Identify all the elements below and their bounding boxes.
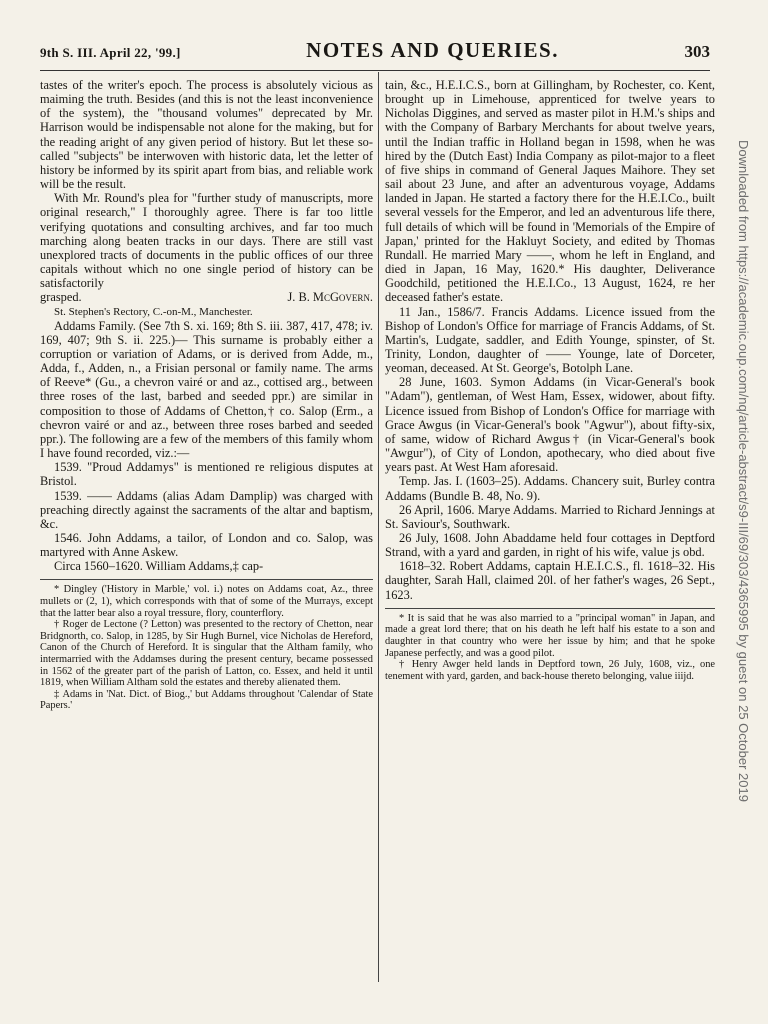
download-watermark bbox=[736, 140, 756, 1000]
paragraph-end: grasped. bbox=[40, 290, 82, 305]
column-divider bbox=[378, 72, 379, 982]
author-address: St. Stephen's Rectory, C.-on-M., Manchester. bbox=[54, 305, 253, 318]
right-column bbox=[385, 78, 715, 682]
watermark-text: Downloaded from https://academic.oup.com/nq/article-abstract/s9-III/69/303/4365995 by guest on 25 October 2019 bbox=[736, 140, 751, 802]
signature-line bbox=[40, 290, 373, 304]
page-number: 303 bbox=[684, 42, 710, 61]
footnote: * Dingley ('History in Marble,' vol. i.) notes on Addams coat, Az., three mullets or (2, 1), which corresponds with that of some of the Murrays, except that the latter bear also a royal tressure, flory, counterflory. bbox=[40, 584, 373, 619]
footnote-rule bbox=[385, 608, 715, 609]
journal-title: NOTES AND QUERIES. bbox=[306, 38, 559, 62]
paragraph: 1546. John Addams, a tailor, of London and co. Salop, was martyred with Anne Askew. bbox=[40, 531, 373, 560]
footnote: * It is said that he was also married to a "principal woman" in Japan, and made a great lord there; that on his death he left half his estate to a son and daughter in that country who were her issue by him; and that he spoke Japanese perfectly, and was a good pilot. bbox=[385, 612, 715, 659]
paragraph: tastes of the writer's epoch. The process is absolutely vicious as maiming the truth. Besides (and this is not the least inconvenience of the system), the "thousand volumes" deprecated by Mr. Harrison would be indispensable not alone for the making, but for the reading aright of any given period of history. But let these so-called "subjects" be interwoven with historic data, let the letter of history be informed by its spirit apart from bias, and reliable work will be the result. bbox=[40, 78, 373, 192]
paragraph: tain, &c., H.E.I.C.S., born at Gillingham, by Rochester, co. Kent, brought up in Limehouse, apprenticed for twelve years to Nicholas Diggines, and served as master pilot in H.M.'s ships and with the Company of Barbary Merchants for about twelve years, until the Indian traffic in Holland began in 1598, when he was hired by the (Dutch East) India Company as pilot-major to a fleet of five ships in command of General Jaques Maihore. They set sail about 23 June, and after an adventurous voyage, Addams landed in Japan. He started a factory there for the H.E.I.Co., built several vessels for the Emperor, and led an adventurous life there, full details of which will be found in 'Memorials of the Empire of Japan,' printed for the Hakluyt Society, and edited by Thomas Rundall. He married Mary ——, whom he left in England, and died in Japan, 16 May, 1620.* His daughter, Deliverance Goodchild, petitioned the H.E.I.Co., 13 August, 1624, re her deceased father's estate. bbox=[385, 78, 715, 305]
running-header bbox=[40, 38, 710, 68]
paragraph: 26 April, 1606. Marye Addams. Married to Richard Jennings at St. Saviour's, Southwark. bbox=[385, 502, 715, 531]
author-signature: J. B. McGovern. bbox=[287, 290, 373, 305]
footnote-rule bbox=[40, 579, 373, 580]
paragraph: 26 July, 1608. John Abaddame held four cottages in Deptford Strand, with a yard and garden, in right of his wife, value js obd. bbox=[385, 531, 715, 560]
paragraph: 28 June, 1603. Symon Addams (in Vicar-General's book "Adam"), gentleman, of West Ham, Essex, widower, about fifty. Licence issued from Bishop of London's Office for marriage with Grace Awgus (in Vicar-General's book "Agwur"), about fifty-six, of same, widow of Richard Awgus† (in Vicar-General's book "Awgur"), of City of London, apothecary, who died about five years past. At West Ham aforesaid. bbox=[385, 375, 715, 475]
left-column bbox=[40, 78, 373, 712]
footnote: † Roger de Lectone (? Letton) was presented to the rectory of Chetton, near Bridgnorth, co. Salop, in 1285, by Sir Hugh Burnel, vice Nicholas de Hereford, Canon of the Church of Hereford. It is singular that the Altham family, who intermarried with the Addamses during the present century, became possessed in 1562 of the greater part of the parish of Latton, co. Essex, and held it until 1819, when William Altham sold the estates and thereby alienated them. bbox=[40, 619, 373, 689]
issue-reference: 9th S. III. April 22, '99.] bbox=[40, 45, 181, 60]
header-rule bbox=[40, 70, 710, 71]
footnote: † Henry Awger held lands in Deptford town, 26 July, 1608, viz., one tenement with yard, garden, and back-house thereto belonging, value iiijd. bbox=[385, 659, 715, 682]
article-opening: Addams Family. (See 7th S. xi. 169; 8th S. iii. 387, 417, 478; iv. 169, 407; 9th S. ii. 225.)— This surname is probably either a corruption or variation of Adams, or is derived from Adde, m., Adda, f., Adden, n., a Frisian personal or family name. The arms of Reeve* (Gu., a chevron vairé or and az., cottised arg., between three roses of the last, barbed and seeded ppr.) are similar in composition to those of Addams of Chetton,† co. Salop (Erm., a chevron vairé or and az., between three roses barbed and seeded ppr.). The following are a few of the members of this family whom I have found recorded, viz.:— bbox=[40, 318, 373, 461]
paragraph: 1618–32. Robert Addams, captain H.E.I.C.S., fl. 1618–32. His daughter, Sarah Hall, claimed 20l. of her father's wages, 26 Sept., 1623. bbox=[385, 559, 715, 602]
footnote: ‡ Adams in 'Nat. Dict. of Biog.,' but Addams throughout 'Calendar of State Papers.' bbox=[40, 688, 373, 712]
paragraph: With Mr. Round's plea for "further study of manuscripts, more original research," I thoroughly agree. There is far too little verifying quotations and consulting archives, and far too much marching along beaten tracks in our days. There are still vast unexplored tracts of documents in the public offices of our three capitals without which no one single period of history can be satisfactorily bbox=[40, 191, 373, 291]
paragraph: 1539. —— Addams (alias Adam Damplip) was charged with preaching directly against the sacraments of the altar and baptism, &c. bbox=[40, 488, 373, 531]
paragraph: 11 Jan., 1586/7. Francis Addams. Licence issued from the Bishop of London's Office for marriage of Francis Addams, of St. Martin's, Ludgate, saddler, and Edith Younge, spinster, of St. Trinity, London, daughter of —— Younge, late of Dorceter, yeoman, deceased. At St. George's, Botolph Lane. bbox=[385, 304, 715, 376]
paragraph: Circa 1560–1620. William Addams,‡ cap- bbox=[54, 559, 264, 574]
paragraph: 1539. "Proud Addamys" is mentioned re religious disputes at Bristol. bbox=[40, 460, 373, 489]
paragraph: Temp. Jas. I. (1603–25). Addams. Chancery suit, Burley contra Addams (Bundle B. 48, No. 9). bbox=[385, 474, 715, 503]
